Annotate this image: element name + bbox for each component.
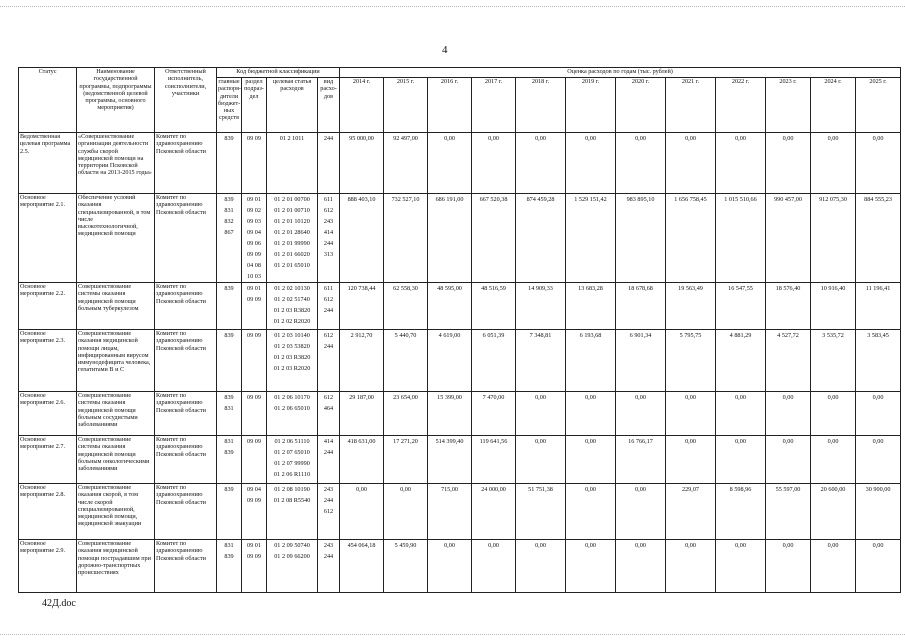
row-grbs-cell: [217, 330, 242, 392]
code-csr: 01 2 09 50740: [274, 542, 310, 549]
code-csr: 01 2 02 51740: [274, 296, 310, 303]
row-value: 0,00: [616, 540, 666, 593]
row-executor: Комитет по здравоохранению Псковской области: [155, 392, 217, 436]
row-grbs-cell: [217, 436, 242, 484]
code-csr: 01 2 07 65010: [274, 449, 310, 456]
code-grbs: 839: [224, 394, 234, 401]
code-grbs: 832: [224, 218, 234, 225]
table-row: [19, 484, 901, 540]
row-value: 17 271,20: [384, 436, 428, 484]
row-name: Совершенствование системы оказания медицинской помощи больным туберкулезом: [77, 283, 155, 330]
code-razdel: 09 01: [247, 196, 261, 203]
code-csr: 01 2 01 99990: [274, 240, 310, 247]
code-csr: 01 2 03 R3820: [273, 354, 311, 361]
code-vr: 313: [323, 251, 334, 258]
row-executor: Комитет по здравоохранению Псковской области: [155, 330, 217, 392]
row-value: 51 751,38: [516, 484, 566, 540]
row-value: 7 470,00: [472, 392, 516, 436]
row-value: 0,00: [566, 540, 616, 593]
table-row: [19, 283, 901, 330]
code-vr: 244: [323, 553, 334, 560]
row-value: 0,00: [428, 133, 472, 194]
row-razdel-cell: [242, 283, 267, 330]
row-vr-cell: [318, 392, 340, 436]
code-csr: 01 2 08 10190: [274, 486, 310, 493]
row-value: 0,00: [811, 540, 856, 593]
row-value: 454 064,18: [340, 540, 384, 593]
code-vr: 612: [323, 207, 334, 214]
row-csr-cell: [267, 484, 318, 540]
row-vr-cell: [318, 330, 340, 392]
code-csr: 01 2 06 51110: [274, 438, 310, 445]
document-filename: 42Д.doc: [42, 598, 76, 609]
code-vr: 243: [323, 486, 334, 493]
code-razdel: 09 09: [247, 497, 261, 504]
row-value: 229,07: [666, 484, 716, 540]
row-csr-cell: [267, 436, 318, 484]
row-value: 418 631,00: [340, 436, 384, 484]
code-razdel: 09 02: [247, 207, 261, 214]
row-value: 514 399,40: [428, 436, 472, 484]
row-value: 2 912,70: [340, 330, 384, 392]
row-value: 0,00: [716, 540, 766, 593]
table-row: [19, 133, 901, 194]
row-name: Совершенствование оказания скорой, в том числе скорой специализированной, медицинской помощи, медицинской эвакуации: [77, 484, 155, 540]
code-grbs: 831: [224, 542, 234, 549]
code-csr: 01 2 1011: [279, 135, 305, 142]
row-value: 0,00: [666, 392, 716, 436]
code-vr: 244: [323, 240, 334, 247]
row-name: Совершенствование системы оказания медицинской помощи больным онкологическими заболеваниями: [77, 436, 155, 484]
row-csr-cell: [267, 540, 318, 593]
code-vr: 611: [323, 285, 334, 292]
header-year: 2025 г.: [856, 78, 901, 133]
code-grbs: 839: [224, 196, 234, 203]
code-csr: 01 2 03 10140: [274, 332, 310, 339]
header-year: 2021 г.: [666, 78, 716, 133]
code-vr: 612: [323, 508, 334, 515]
code-vr: 612: [323, 332, 334, 339]
row-value: 5 440,70: [384, 330, 428, 392]
row-value: 29 187,00: [340, 392, 384, 436]
row-value: 6 193,68: [566, 330, 616, 392]
row-vr-cell: [318, 540, 340, 593]
row-value: 23 654,00: [384, 392, 428, 436]
code-csr: 01 2 08 R5540: [273, 497, 311, 504]
table-row: [19, 436, 901, 484]
row-value: 24 000,00: [472, 484, 516, 540]
code-csr: 01 2 09 66200: [274, 553, 310, 560]
row-value: 0,00: [516, 133, 566, 194]
row-value: 0,00: [811, 392, 856, 436]
row-executor: Комитет по здравоохранению Псковской области: [155, 194, 217, 283]
row-value: 5 459,90: [384, 540, 428, 593]
row-value: 16 766,17: [616, 436, 666, 484]
row-value: 0,00: [384, 484, 428, 540]
row-vr-cell: [318, 484, 340, 540]
code-vr: 414: [323, 229, 334, 236]
row-razdel-cell: [242, 484, 267, 540]
table-row: [19, 540, 901, 593]
row-value: 11 196,41: [856, 283, 901, 330]
header-razdel: раздел подраз-дел: [242, 78, 267, 133]
row-value: 0,00: [516, 436, 566, 484]
code-razdel: 09 04: [247, 486, 261, 493]
header-executor: Ответственный исполнитель, соисполнители, участники: [155, 68, 217, 133]
code-csr: 01 2 06 65010: [274, 405, 310, 412]
code-razdel: 09 03: [247, 218, 261, 225]
code-razdel: 09 09: [247, 332, 261, 339]
row-value: 0,00: [716, 133, 766, 194]
row-status: Основное мероприятие 2.2.: [19, 283, 77, 330]
code-grbs: 831: [224, 438, 234, 445]
row-status: Основное мероприятие 2.8.: [19, 484, 77, 540]
row-grbs-cell: [217, 540, 242, 593]
code-csr: 01 2 01 28640: [274, 229, 310, 236]
header-year: 2017 г.: [472, 78, 516, 133]
row-value: 92 497,00: [384, 133, 428, 194]
row-value: 120 738,44: [340, 283, 384, 330]
row-value: 4 881,29: [716, 330, 766, 392]
row-value: 0,00: [716, 392, 766, 436]
code-csr: 01 2 01 65010: [274, 262, 310, 269]
code-vr: 244: [323, 135, 334, 142]
expenditure-table: [18, 67, 901, 593]
row-value: 884 555,23: [856, 194, 901, 283]
row-value: 48 516,59: [472, 283, 516, 330]
code-razdel: 09 06: [247, 240, 261, 247]
row-value: 0,00: [766, 392, 811, 436]
row-value: 0,00: [856, 133, 901, 194]
row-value: 4 619,00: [428, 330, 472, 392]
code-csr: 01 2 03 R2020: [273, 365, 311, 372]
row-value: 3 583,45: [856, 330, 901, 392]
row-grbs-cell: [217, 133, 242, 194]
code-csr: 01 2 06 R1110: [273, 471, 311, 478]
row-csr-cell: [267, 133, 318, 194]
row-value: 19 563,49: [666, 283, 716, 330]
row-status: Основное мероприятие 2.6.: [19, 392, 77, 436]
header-estimate: Оценка расходов по годам (тыс. рублей): [340, 68, 901, 78]
row-executor: Комитет по здравоохранению Псковской области: [155, 133, 217, 194]
code-razdel: 09 09: [247, 251, 261, 258]
row-value: 0,00: [856, 540, 901, 593]
row-grbs-cell: [217, 283, 242, 330]
code-grbs: 839: [224, 285, 234, 292]
row-executor: Комитет по здравоохранению Псковской области: [155, 540, 217, 593]
code-razdel: 09 04: [247, 229, 261, 236]
row-value: 0,00: [811, 133, 856, 194]
header-year: 2019 г.: [566, 78, 616, 133]
row-value: 1 015 510,66: [716, 194, 766, 283]
row-razdel-cell: [242, 540, 267, 593]
row-value: 1 529 151,42: [566, 194, 616, 283]
code-vr: 414: [323, 438, 334, 445]
row-vr-cell: [318, 436, 340, 484]
row-value: 0,00: [566, 392, 616, 436]
row-razdel-cell: [242, 392, 267, 436]
table-row: [19, 330, 901, 392]
row-value: 18 678,68: [616, 283, 666, 330]
row-value: 888 403,10: [340, 194, 384, 283]
code-vr: 244: [323, 449, 334, 456]
row-value: 0,00: [766, 436, 811, 484]
code-vr: 243: [323, 218, 334, 225]
row-value: 0,00: [666, 133, 716, 194]
row-value: 48 595,00: [428, 283, 472, 330]
row-value: 0,00: [340, 484, 384, 540]
code-csr: 01 2 01 66020: [274, 251, 310, 258]
row-status: Ведомственная целевая программа 2.5.: [19, 133, 77, 194]
row-value: 62 558,30: [384, 283, 428, 330]
row-value: 16 547,55: [716, 283, 766, 330]
row-vr-cell: [318, 283, 340, 330]
row-value: 8 598,96: [716, 484, 766, 540]
header-year: 2022 г.: [716, 78, 766, 133]
row-value: 7 348,81: [516, 330, 566, 392]
row-grbs-cell: [217, 392, 242, 436]
row-value: 55 597,00: [766, 484, 811, 540]
row-name: «Совершенствование организации деятельности службы скорой медицинской помощи на территории Псковской области на 2013-2015 годы»: [77, 133, 155, 194]
row-value: 1 656 758,45: [666, 194, 716, 283]
row-value: 0,00: [766, 540, 811, 593]
code-csr: 01 2 01 00700: [274, 196, 310, 203]
code-vr: 612: [323, 296, 334, 303]
row-razdel-cell: [242, 436, 267, 484]
row-value: 6 051,39: [472, 330, 516, 392]
code-vr: 464: [323, 405, 334, 412]
code-csr: 01 2 02 R2020: [273, 318, 311, 325]
code-csr: 01 2 03 53820: [274, 343, 310, 350]
row-executor: Комитет по здравоохранению Псковской области: [155, 436, 217, 484]
row-csr-cell: [267, 283, 318, 330]
code-razdel: 10 03: [247, 273, 261, 280]
header-vr: вид расхо-дов: [318, 78, 340, 133]
row-name: Совершенствование оказания медицинской помощи лицам, инфицированным вирусом иммунодефицита человека, гепатитами В и С: [77, 330, 155, 392]
row-value: 6 901,34: [616, 330, 666, 392]
row-grbs-cell: [217, 484, 242, 540]
row-value: 15 399,00: [428, 392, 472, 436]
row-executor: Комитет по здравоохранению Псковской области: [155, 484, 217, 540]
code-vr: 244: [323, 497, 334, 504]
code-razdel: 09 09: [247, 135, 261, 142]
header-name: Наименование государственной программы, подпрограммы (ведомственной целевой программы, основного мероприятия): [77, 68, 155, 133]
row-name: Совершенствование системы оказания медицинской помощи больным сосудистыми заболеваниями: [77, 392, 155, 436]
code-grbs: 839: [224, 449, 234, 456]
code-grbs: 831: [224, 405, 234, 412]
header-budget-code: Код бюджетной классификации: [217, 68, 340, 78]
row-value: 0,00: [716, 436, 766, 484]
header-year: 2023 г.: [766, 78, 811, 133]
header-year: 2024 г.: [811, 78, 856, 133]
row-value: 0,00: [428, 540, 472, 593]
header-csr: целевая статья расходов: [267, 78, 318, 133]
code-grbs: 839: [224, 553, 234, 560]
code-razdel: 09 09: [247, 553, 261, 560]
code-csr: 01 2 06 10170: [274, 394, 310, 401]
row-executor: Комитет по здравоохранению Псковской области: [155, 283, 217, 330]
row-value: 18 576,40: [766, 283, 811, 330]
row-value: 0,00: [811, 436, 856, 484]
row-value: 0,00: [666, 436, 716, 484]
row-razdel-cell: [242, 133, 267, 194]
row-csr-cell: [267, 330, 318, 392]
code-vr: 244: [323, 343, 334, 350]
code-grbs: 839: [224, 135, 234, 142]
row-value: 715,00: [428, 484, 472, 540]
code-razdel: 09 01: [247, 542, 261, 549]
row-vr-cell: [318, 133, 340, 194]
code-vr: 611: [323, 196, 334, 203]
row-value: 0,00: [616, 484, 666, 540]
code-razdel: 09 09: [247, 438, 261, 445]
code-vr: 244: [323, 307, 334, 314]
header-year: 2020 г.: [616, 78, 666, 133]
row-value: 0,00: [616, 133, 666, 194]
row-value: 0,00: [616, 392, 666, 436]
header-status: Статус: [19, 68, 77, 133]
row-value: 912 075,30: [811, 194, 856, 283]
row-value: 0,00: [766, 133, 811, 194]
row-value: 119 641,56: [472, 436, 516, 484]
header-year: 2018 г.: [516, 78, 566, 133]
row-value: 0,00: [856, 392, 901, 436]
code-csr: 01 2 07 99990: [274, 460, 310, 467]
row-value: 0,00: [666, 540, 716, 593]
row-status: Основное мероприятие 2.9.: [19, 540, 77, 593]
code-csr: 01 2 03 R3820: [273, 307, 311, 314]
code-grbs: 839: [224, 486, 234, 493]
code-razdel: 09 09: [247, 394, 261, 401]
row-name: Совершенствование оказания медицинской помощи пострадавшим при дорожно-транспортных происшествиях: [77, 540, 155, 593]
row-value: 0,00: [516, 392, 566, 436]
row-value: 14 909,33: [516, 283, 566, 330]
row-razdel-cell: [242, 194, 267, 283]
row-value: 30 900,00: [856, 484, 901, 540]
row-value: 0,00: [472, 133, 516, 194]
row-value: 3 535,72: [811, 330, 856, 392]
row-value: 0,00: [472, 540, 516, 593]
code-vr: 243: [323, 542, 334, 549]
code-grbs: 839: [224, 332, 234, 339]
code-razdel: 04 08: [247, 262, 261, 269]
code-csr: 01 2 01 10120: [274, 218, 310, 225]
row-value: 95 000,00: [340, 133, 384, 194]
row-value: 983 895,10: [616, 194, 666, 283]
code-csr: 01 2 02 10130: [274, 285, 310, 292]
row-value: 0,00: [566, 484, 616, 540]
row-value: 874 459,28: [516, 194, 566, 283]
row-value: 0,00: [566, 436, 616, 484]
row-value: 5 795,75: [666, 330, 716, 392]
row-csr-cell: [267, 392, 318, 436]
table-row: [19, 392, 901, 436]
row-value: 4 527,72: [766, 330, 811, 392]
code-razdel: 09 01: [247, 285, 261, 292]
row-status: Основное мероприятие 2.3.: [19, 330, 77, 392]
header-grbs: главные распоря-дители бюджет-ных средств: [217, 78, 242, 133]
row-value: 990 457,00: [766, 194, 811, 283]
row-razdel-cell: [242, 330, 267, 392]
code-vr: 612: [323, 394, 334, 401]
row-status: Основное мероприятие 2.1.: [19, 194, 77, 283]
row-value: 10 916,40: [811, 283, 856, 330]
row-status: Основное мероприятие 2.7.: [19, 436, 77, 484]
code-grbs: 867: [224, 229, 234, 236]
table-row: [19, 194, 901, 283]
row-value: 20 600,00: [811, 484, 856, 540]
page-number: 4: [442, 44, 448, 56]
code-grbs: 831: [224, 207, 234, 214]
row-value: 667 520,38: [472, 194, 516, 283]
row-value: 0,00: [516, 540, 566, 593]
row-value: 0,00: [566, 133, 616, 194]
row-vr-cell: [318, 194, 340, 283]
row-name: Обеспечение условий оказания специализированной, в том числе высокотехнологичной, медицинской помощи: [77, 194, 155, 283]
row-csr-cell: [267, 194, 318, 283]
code-razdel: 09 09: [247, 296, 261, 303]
code-csr: 01 2 01 00710: [274, 207, 310, 214]
row-value: 686 191,00: [428, 194, 472, 283]
header-year: 2016 г.: [428, 78, 472, 133]
header-year: 2015 г.: [384, 78, 428, 133]
row-value: 732 527,10: [384, 194, 428, 283]
row-grbs-cell: [217, 194, 242, 283]
header-year: 2014 г.: [340, 78, 384, 133]
row-value: 0,00: [856, 436, 901, 484]
row-value: 13 683,28: [566, 283, 616, 330]
